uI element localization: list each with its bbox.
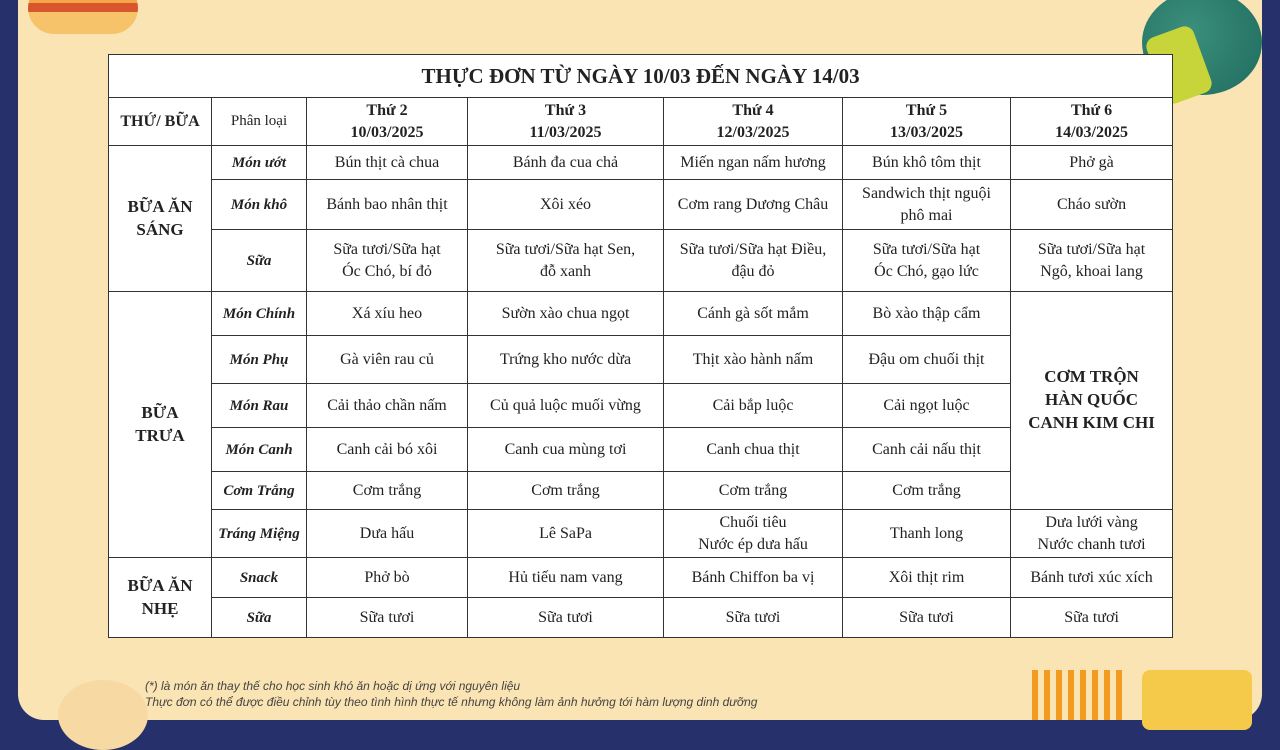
menu-cell: Sữa tươi/Sữa hạt Sen, đỗ xanh [468,230,664,292]
category-label: Sữa [212,230,307,292]
category-label: Món ướt [212,146,307,180]
category-label: Sữa [212,598,307,638]
category-label: Món Phụ [212,336,307,384]
menu-cell: Cơm trắng [468,472,664,510]
menu-cell: Chuối tiêu Nước ép dưa hấu [664,510,843,558]
menu-title: THỰC ĐƠN TỪ NGÀY 10/03 ĐẾN NGÀY 14/03 [109,55,1173,98]
menu-cell: Sữa tươi [307,598,468,638]
menu-cell: Sữa tươi/Sữa hạt Óc Chó, gạo lức [843,230,1011,292]
category-label: Món Canh [212,428,307,472]
menu-cell: Bún khô tôm thịt [843,146,1011,180]
header-day: Thứ 5 13/03/2025 [843,98,1011,146]
meal-breakfast: BỮA ĂN SÁNG [109,146,212,292]
menu-cell: Hủ tiếu nam vang [468,558,664,598]
menu-cell: Sữa tươi [664,598,843,638]
footnote-line: Thực đơn có thể được điều chỉnh tùy theo tình hình thực tế nhưng không làm ảnh hưởng tới hàm lượng dinh dưỡng [145,695,758,709]
menu-cell: Sữa tươi [1011,598,1173,638]
menu-cell: Bánh đa cua chả [468,146,664,180]
menu-cell: Sữa tươi [468,598,664,638]
category-label: Món khô [212,180,307,230]
friday-lunch-special: CƠM TRỘN HÀN QUỐC CANH KIM CHI [1011,292,1173,510]
category-label: Tráng Miệng [212,510,307,558]
menu-cell: Sườn xào chua ngọt [468,292,664,336]
footnotes [145,678,757,710]
menu-cell: Bánh tươi xúc xích [1011,558,1173,598]
header-category: Phân loại [212,98,307,146]
header-day: Thứ 2 10/03/2025 [307,98,468,146]
bun-illustration [58,680,148,750]
menu-cell: Xá xíu heo [307,292,468,336]
menu-cell: Sữa tươi [843,598,1011,638]
fries-illustration [1032,670,1122,720]
header-day: Thứ 6 14/03/2025 [1011,98,1173,146]
meal-snack: BỮA ĂN NHẸ [109,558,212,638]
menu-cell: Cơm rang Dương Châu [664,180,843,230]
menu-cell: Cháo sườn [1011,180,1173,230]
menu-cell: Dưa lưới vàng Nước chanh tươi [1011,510,1173,558]
menu-cell: Dưa hấu [307,510,468,558]
menu-cell: Sữa tươi/Sữa hạt Ngô, khoai lang [1011,230,1173,292]
menu-cell: Cải thảo chần nấm [307,384,468,428]
category-label: Snack [212,558,307,598]
category-label: Món Chính [212,292,307,336]
menu-cell: Cơm trắng [843,472,1011,510]
header-day-meal: THỨ/ BỮA [109,98,212,146]
meal-lunch: BỮA TRƯA [109,292,212,558]
menu-cell: Trứng kho nước dừa [468,336,664,384]
menu-cell: Lê SaPa [468,510,664,558]
menu-cell: Thanh long [843,510,1011,558]
menu-cell: Cải ngọt luộc [843,384,1011,428]
sandwich-illustration [28,0,138,34]
menu-cell: Phở bò [307,558,468,598]
menu-cell: Cải bắp luộc [664,384,843,428]
menu-cell: Xôi thịt rim [843,558,1011,598]
header-day: Thứ 4 12/03/2025 [664,98,843,146]
menu-cell: Phở gà [1011,146,1173,180]
menu-cell: Sữa tươi/Sữa hạt Điều, đậu đỏ [664,230,843,292]
menu-cell: Củ quả luộc muối vừng [468,384,664,428]
footnote-line: (*) là món ăn thay thế cho học sinh khó ăn hoặc dị ứng với nguyên liệu [145,679,521,693]
menu-cell: Bánh Chiffon ba vị [664,558,843,598]
menu-cell: Sữa tươi/Sữa hạt Óc Chó, bí đỏ [307,230,468,292]
menu-cell: Bò xào thập cẩm [843,292,1011,336]
header-day: Thứ 3 11/03/2025 [468,98,664,146]
menu-cell: Xôi xéo [468,180,664,230]
menu-cell: Đậu om chuối thịt [843,336,1011,384]
menu-cell: Cơm trắng [307,472,468,510]
menu-cell: Bún thịt cà chua [307,146,468,180]
menu-cell: Cánh gà sốt mắm [664,292,843,336]
menu-cell: Miến ngan nấm hương [664,146,843,180]
menu-cell: Cơm trắng [664,472,843,510]
menu-cell: Bánh bao nhân thịt [307,180,468,230]
category-label: Món Rau [212,384,307,428]
menu-cell: Canh cải nấu thịt [843,428,1011,472]
cheese-illustration [1142,670,1252,730]
menu-cell: Canh cua mùng tơi [468,428,664,472]
menu-cell: Canh cải bó xôi [307,428,468,472]
menu-cell: Gà viên rau củ [307,336,468,384]
weekly-menu-table [108,54,1173,638]
category-label: Cơm Trắng [212,472,307,510]
menu-cell: Sandwich thịt nguội phô mai [843,180,1011,230]
menu-cell: Thịt xào hành nấm [664,336,843,384]
menu-cell: Canh chua thịt [664,428,843,472]
